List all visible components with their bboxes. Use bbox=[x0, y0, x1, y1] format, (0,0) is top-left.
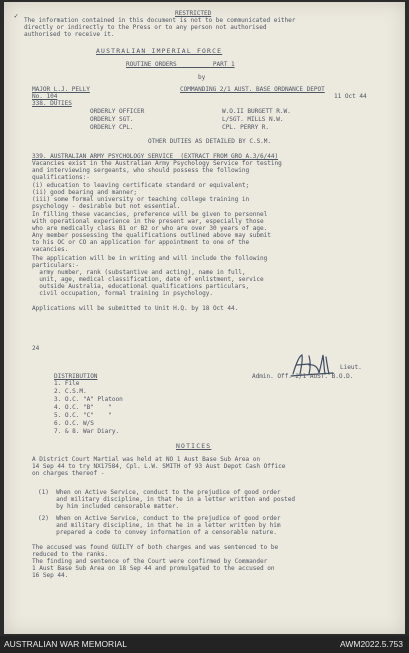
notice-line-3: authorised to receive it. bbox=[24, 31, 115, 38]
duty-role: ORDERLY OFFICER bbox=[90, 108, 145, 115]
other-duties: OTHER DUTIES AS DETAILED BY C.S.M. bbox=[148, 138, 272, 145]
item-339-line: (iii) some formal university or teaching college training in bbox=[32, 196, 250, 203]
duty-name: W.O.II BURGETT R.W. bbox=[222, 108, 291, 115]
item-339-line: Vacancies exist in the Australian Army Psychology Service for testing bbox=[32, 160, 282, 167]
court-line: A District Court Martial was held at NO 1 Aust Base Sub Area on bbox=[32, 456, 260, 463]
charge-1-line: by him included censorable matter. bbox=[38, 503, 180, 510]
court-line: 14 Sep 44 to try NX17584, Cpl. L.W. SMITH of 93 Aust Depot Cash Office bbox=[32, 463, 286, 470]
finding-line: The finding and sentence of the Court were confirmed by Commander bbox=[32, 558, 268, 565]
item-339-line: outside Australia, educational qualifications particulars, bbox=[32, 283, 250, 290]
charge-1-line: (1) When on Active Service, conduct to the prejudice of good order bbox=[38, 489, 281, 496]
item-339-line: psychology - desirable but not essential. bbox=[32, 203, 181, 210]
orders-title: ROUTINE ORDERS PART 1 bbox=[126, 61, 235, 68]
finding-line: 1 Aust Base Sub Area on 18 Sep 44 and promulgated to the accused on bbox=[32, 565, 275, 572]
distribution-item: 4. O.C. "B" " bbox=[54, 404, 112, 411]
court-line: on charges thereof - bbox=[32, 470, 105, 477]
item-339-line: In filling these vacancies, preference will be given to personnel bbox=[32, 211, 268, 218]
institution-name: AUSTRALIAN WAR MEMORIAL bbox=[4, 639, 127, 649]
officer-command: COMMANDING 2/1 AUST. BASE ORDNANCE DEPOT bbox=[180, 86, 325, 93]
distribution-item: 5. O.C. "C" " bbox=[54, 412, 112, 419]
item-339-line: civil occupation, formal training in psychology. bbox=[32, 290, 213, 297]
force-title: AUSTRALIAN IMPERIAL FORCE bbox=[96, 47, 223, 55]
finding-line: 16 Sep 44. bbox=[32, 572, 69, 579]
item-339-line: army number, rank (substantive and acting), name in full, bbox=[32, 269, 246, 276]
item-339-line: with operational experience in the present war, especially those bbox=[32, 218, 264, 225]
item-339-line: Any member possessing the qualifications outlined above may submit bbox=[32, 232, 271, 239]
distribution-item: 7. & 8. War Diary. bbox=[54, 428, 120, 435]
signature-rank: Lieut. bbox=[340, 364, 362, 371]
finding-line: The accused was found GUILTY of both charges and was sentenced to be bbox=[32, 544, 279, 551]
duty-name: L/SGT. MILLS N.W. bbox=[222, 116, 284, 123]
item-339-line: to his OC or CO an application for appointment to one of the bbox=[32, 239, 250, 246]
item-339-heading: 339. AUSTRALIAN ARMY PSYCHOLOGY SERVICE (EXTRACT FROM GRO A.3/6/44) bbox=[32, 153, 279, 160]
notice-line-2: directly or indirectly to the Press or to any person not authorised bbox=[24, 24, 267, 31]
distribution-item: 3. O.C. "A" Platoon bbox=[54, 396, 123, 403]
signature-title: Admin. Off. 2/1 AUST. B.O.D. bbox=[252, 373, 354, 380]
accession-number: AWM2022.5.753 bbox=[340, 639, 403, 649]
duty-role: ORDERLY SGT. bbox=[90, 116, 134, 123]
notices-heading: NOTICES bbox=[176, 442, 212, 450]
item-339-line: particulars:- bbox=[32, 262, 80, 269]
order-number: No. 104 bbox=[32, 93, 58, 100]
charge-2-line: prepared a code to convey information of a censorable nature. bbox=[38, 529, 277, 536]
distribution-item: 1. File bbox=[54, 380, 80, 387]
finding-line: reduced to the ranks. bbox=[32, 551, 108, 558]
by-label: by bbox=[198, 74, 206, 81]
item-339-line: vacancies. bbox=[32, 246, 69, 253]
duty-name: CPL. PERRY R. bbox=[222, 124, 270, 131]
item-339-line: and interviewing sergeants, who should possess the following bbox=[32, 167, 250, 174]
charge-2-line: and military discipline, in that he in a letter written by him bbox=[38, 522, 281, 529]
notice-line-1: The information contained in this document is not to be communicated either bbox=[24, 17, 296, 24]
order-date: 11 Oct 44 bbox=[334, 93, 367, 100]
page-corner-mark: ✓ bbox=[14, 12, 19, 20]
duty-role: ORDERLY CPL. bbox=[90, 124, 134, 131]
distribution-item: 6. O.C. W/S bbox=[54, 420, 94, 427]
item-339-line: qualifications:- bbox=[32, 174, 90, 181]
item-339-line: unit, age, medical classification, date of enlistment, service bbox=[32, 276, 264, 283]
item-339-line: (ii) good bearing and manner; bbox=[32, 189, 137, 196]
restricted-label: RESTRICTED bbox=[175, 10, 212, 17]
document-page bbox=[4, 2, 405, 634]
item-339-line: who are medically class B1 or B2 or who are over 30 years of age. bbox=[32, 225, 268, 232]
officer-name: MAJOR L.J. PELLY bbox=[32, 86, 90, 93]
initials-label: 24 bbox=[32, 345, 40, 352]
archive-footer bbox=[0, 636, 409, 653]
distribution-item: 2. C.S.M. bbox=[54, 388, 87, 395]
item-339-submit: Applications will be submitted to Unit H.Q. by 18 Oct 44. bbox=[32, 305, 239, 312]
charge-2-line: (2) When on Active Service, conduct to the prejudice of good order bbox=[38, 515, 281, 522]
distribution-heading: DISTRIBUTION bbox=[54, 373, 98, 380]
charge-1-line: and military discipline, in that he in a letter written and posted bbox=[38, 496, 295, 503]
item-339-line: (i) education to leaving certificate standard or equivalent; bbox=[32, 182, 250, 189]
duties-heading: 338. DUTIES bbox=[32, 100, 72, 107]
item-339-line: The application will be in writing and will include the following bbox=[32, 255, 268, 262]
